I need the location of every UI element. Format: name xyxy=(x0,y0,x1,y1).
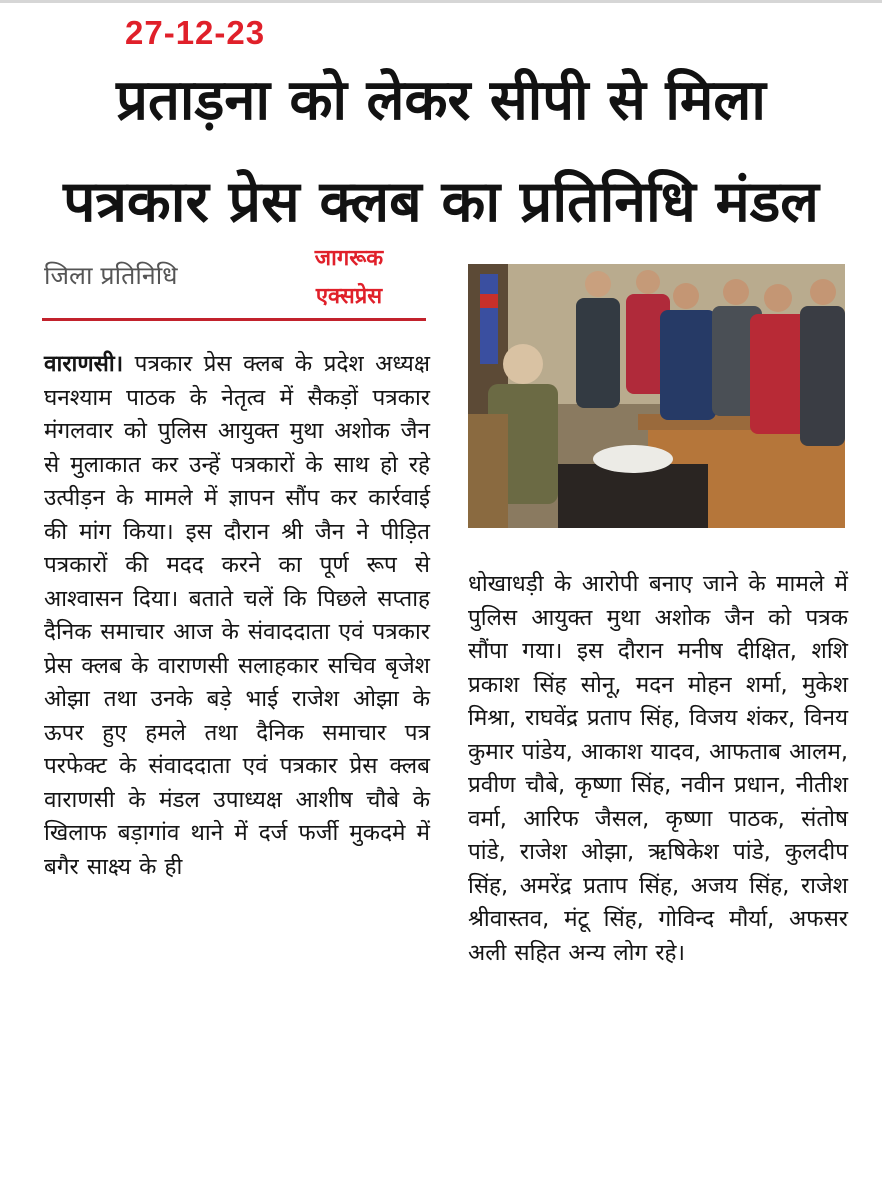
article-column-left xyxy=(44,348,430,884)
article-body-left: पत्रकार प्रेस क्लब के प्रदेश अध्यक्ष घनश्याम पाठक के नेतृत्व में सैकड़ों पत्रकार मंगलवार को पुलिस आयुक्त मुथा अशोक जैन से मुलाकात कर उन्हें पत्रकारों के साथ हो रहे उत्पीड़न के मामले में ज्ञापन सौंप कर कार्रवाई की मांग किया। इस दौरान श्री जैन ने पीड़ित पत्रकारों की मदद करने का पूर्ण रूप से आश्वासन दिया। बताते चलें कि पिछले सप्ताह दैनिक समाचार आज के संवाददाता एवं पत्रकार प्रेस क्लब के वाराणसी सलाहकार सचिव बृजेश ओझा तथा उनके बड़े भाई राजेश ओझा के ऊपर हुए हमले तथा दैनिक समाचार पत्र परफेक्ट के संवाददाता एवं पत्रकार प्रेस क्लब वाराणसी के मंडल उपाध्यक्ष आशीष चौबे के खिलाफ बड़ागांव थाने में दर्ज फर्जी मुकदमे में बगैर साक्ष्य के ही xyxy=(44,351,430,880)
section-divider xyxy=(42,318,426,321)
brand-logo xyxy=(294,240,404,316)
meeting-photo-illustration xyxy=(468,264,845,528)
article-dateline: वाराणसी। xyxy=(44,351,124,377)
headline-line-2: पत्रकार प्रेस क्लब का प्रतिनिधि मंडल xyxy=(63,169,819,235)
news-photo xyxy=(468,264,845,528)
top-border xyxy=(0,0,882,3)
brand-line-1: जागरूक xyxy=(314,246,384,271)
byline: जिला प्रतिनिधि xyxy=(44,261,178,290)
date-stamp: 27-12-23 xyxy=(125,14,266,51)
article-column-right: धोखाधड़ी के आरोपी बनाए जाने के मामले में पुलिस आयुक्त मुथा अशोक जैन को पत्रक सौंपा गया। इस दौरान मनीष दीक्षित, शशि प्रकाश सिंह सोनू, मदन मोहन शर्मा, मुकेश मिश्रा, राघवेंद्र प्रताप सिंह, विजय शंकर, विनय कुमार पांडेय, आकाश यादव, आफताब आलम, प्रवीण चौबे, कृष्णा सिंह, नवीन प्रधान, नीतीश वर्मा, आरिफ जैसल, कृष्णा पाठक, संतोष पांडे, राजेश ओझा, ऋषिकेश पांडे, कुलदीप सिंह, अमरेंद्र प्रताप सिंह, अजय सिंह, राजेश श्रीवास्तव, मंटू सिंह, गोविन्द मौर्या, अफसर अली सहित अन्य लोग रहे। xyxy=(468,571,848,966)
brand-line-2: एक्सप्रेस xyxy=(315,284,383,309)
headline-line-1: प्रताड़ना को लेकर सीपी से मिला xyxy=(116,68,766,133)
